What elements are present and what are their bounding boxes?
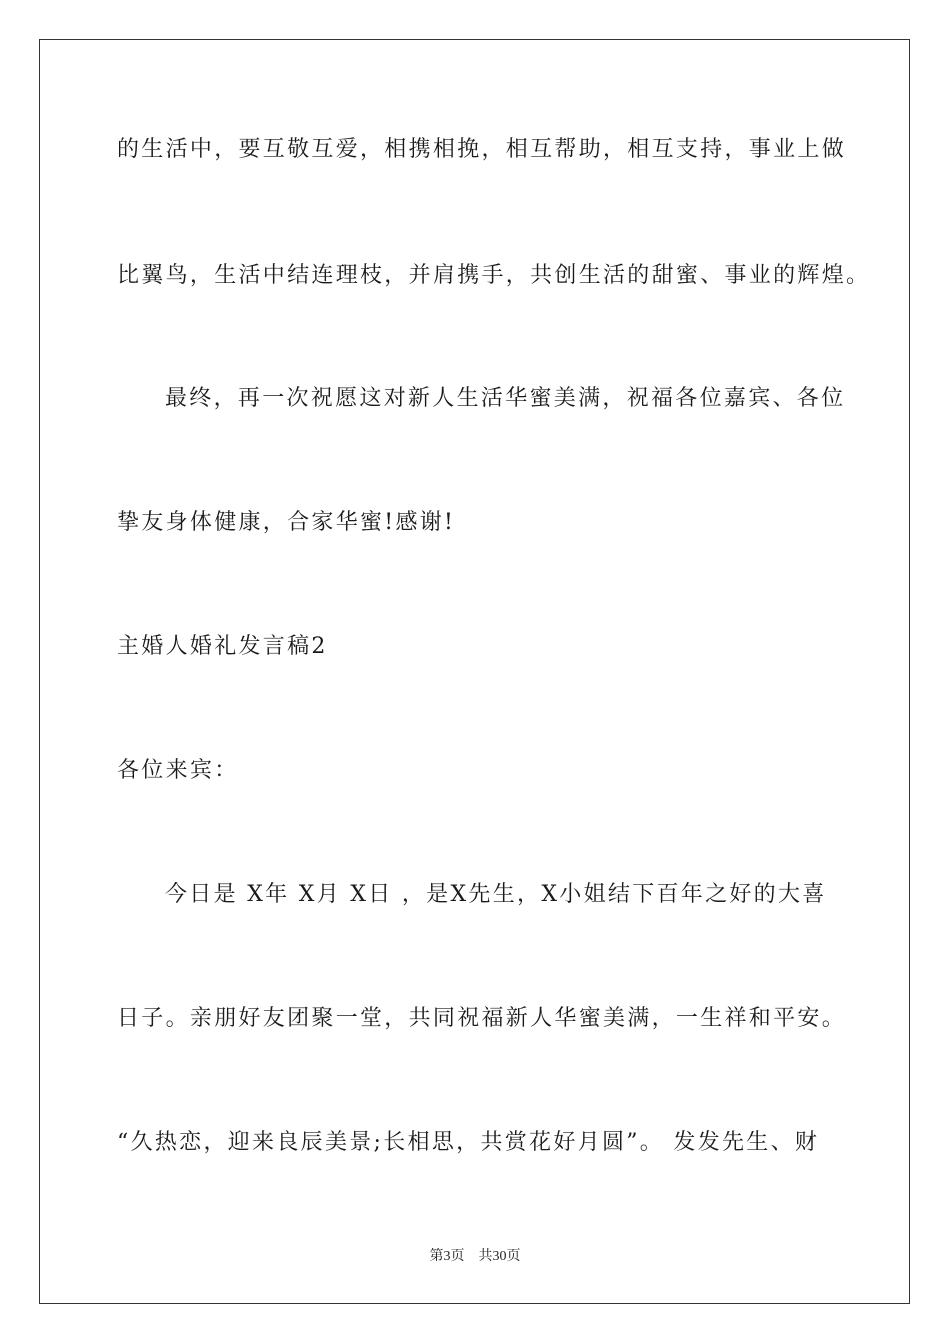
body-text-line-1: 的生活中，要互敬互爱，相携相挽，相互帮助，相互支持，事业上做 (117, 137, 847, 162)
body-text-line-3: 最终，再一次祝愿这对新人生活华蜜美满，祝福各位嘉宾、各位 (165, 386, 846, 411)
salutation: 各位来宾： (117, 758, 239, 783)
page-number-footer: 第3页 共30页 (429, 1249, 521, 1264)
body-text-line-2: 比翼鸟，生活中结连理枝，并肩携手，共创生活的甜蜜、事业的辉煌。 (117, 263, 871, 288)
body-text-line-9: “久热恋，迎来良辰美景;长相思，共赏花好月圆”。 发发先生、财 (117, 1130, 820, 1155)
body-text-line-4: 挚友身体健康，合家华蜜!感谢! (117, 510, 456, 535)
page-frame (39, 39, 910, 1304)
body-text-line-7: 今日是 X年 X月 X日 ，是X先生，X小姐结下百年之好的大喜 (165, 882, 827, 907)
section-heading: 主婚人婚礼发言稿2 (117, 634, 328, 659)
body-text-line-8: 日子。亲朋好友团聚一堂，共同祝福新人华蜜美满，一生祥和平安。 (117, 1006, 847, 1031)
